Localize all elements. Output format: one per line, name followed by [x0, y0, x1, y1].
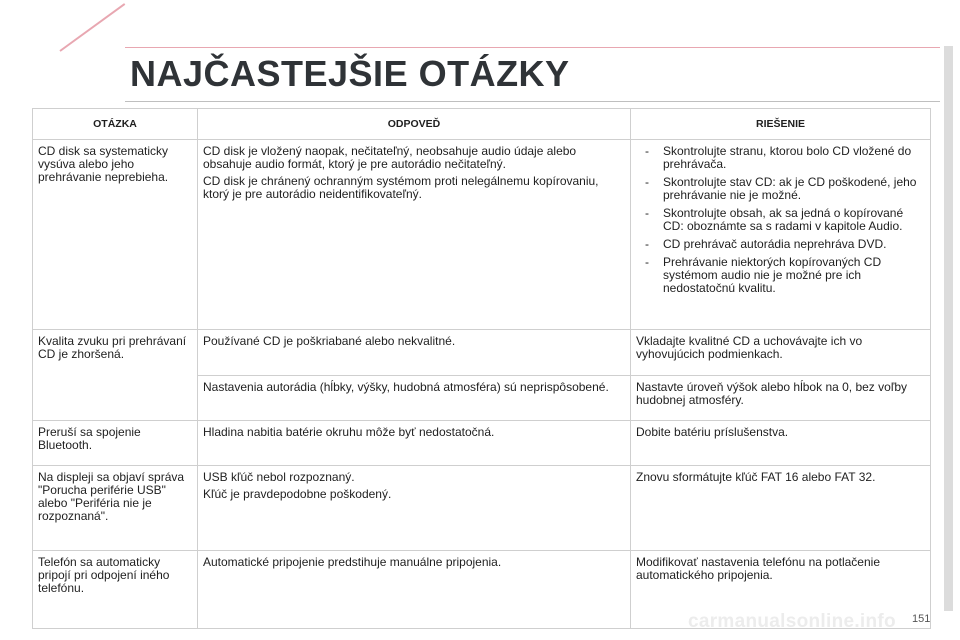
question-cell: [33, 466, 198, 551]
answer-cell: [198, 330, 631, 376]
question-cell: [33, 421, 198, 466]
answer-text: USB kľúč nebol rozpoznaný.: [203, 470, 355, 484]
solution-item: - Prehrávanie niektorých kopírovaných CD systémom audio nie je možné pre ich nedostatočnú kvalitu.: [636, 256, 925, 295]
solution-cell: [631, 140, 931, 330]
answer-text: Hladina nabitia batérie okruhu môže byť nedostatočná.: [203, 425, 495, 439]
table-row: [33, 330, 931, 376]
table-row: [33, 421, 931, 466]
answer-text: CD disk je chránený ochranným systémom proti nelegálnemu kopírovaniu, ktorý je pre autorádio neidentifikovateľný.: [203, 174, 599, 201]
solution-cell: [631, 466, 931, 551]
answer-cell: [198, 376, 631, 421]
answer-text: Nastavenia autorádia (hĺbky, výšky, hudobná atmosféra) sú neprispôsobené.: [203, 380, 609, 394]
question-text: CD disk sa systematicky vysúva alebo jeho prehrávanie neprebieha.: [38, 144, 169, 184]
solution-cell: [631, 330, 931, 376]
answer-text: Automatické pripojenie predstihuje manuálne pripojenia.: [203, 555, 502, 569]
page-number: 151: [912, 613, 931, 625]
solution-text: Modifikovať nastavenia telefónu na potlačenie automatického pripojenia.: [636, 555, 880, 582]
solution-item: - CD prehrávač autorádia neprehráva DVD.: [636, 238, 925, 251]
solution-cell: [631, 376, 931, 421]
side-tab-bar: [944, 46, 953, 611]
answer-cell: [198, 140, 631, 330]
question-text: Kvalita zvuku pri prehrávaní CD je zhoršená.: [38, 334, 187, 361]
question-text: Preruší sa spojenie Bluetooth.: [38, 425, 141, 452]
answer-cell: [198, 466, 631, 551]
column-header-question: OTÁZKA: [33, 109, 198, 140]
answer-cell: [198, 421, 631, 466]
solution-item: - Skontrolujte stav CD: ak je CD poškodené, jeho prehrávanie nie je možné.: [636, 176, 925, 202]
question-cell: [33, 330, 198, 421]
title-underline: [125, 101, 940, 102]
solution-item: - Skontrolujte obsah, ak sa jedná o kopírované CD: oboznámte sa s radami v kapitole Audio.: [636, 207, 925, 233]
table-row: [33, 466, 931, 551]
answer-text: CD disk je vložený naopak, nečitateľný, neobsahuje audio údaje alebo obsahuje audio formát, ktorý je pre autorádio nečitateľný.: [203, 144, 577, 171]
page-title: NAJČASTEJŠIE OTÁZKY: [130, 53, 570, 94]
solution-text: Vkladajte kvalitné CD a uchovávajte ich vo vyhovujúcich podmienkach.: [636, 334, 863, 361]
solution-list: [636, 145, 925, 295]
header-rule: [125, 47, 940, 48]
solution-text: Dobite batériu príslušenstva.: [636, 425, 789, 439]
question-text: Telefón sa automaticky pripojí pri odpojení iného telefónu.: [38, 555, 170, 595]
watermark-text: carmanualsonline.info: [688, 611, 896, 632]
solution-item: - Skontrolujte stranu, ktorou bolo CD vložené do prehrávača.: [636, 145, 925, 171]
solution-text: Znovu sformátujte kľúč FAT 16 alebo FAT 32.: [636, 470, 876, 484]
answer-text: Kľúč je pravdepodobne poškodený.: [203, 487, 392, 501]
answer-text: Používané CD je poškriabané alebo nekvalitné.: [203, 334, 456, 348]
column-header-answer: ODPOVEĎ: [198, 109, 631, 140]
question-cell: [33, 140, 198, 330]
decorative-corner-line: [59, 3, 125, 52]
table-header-row: [33, 109, 931, 140]
faq-table: [32, 108, 931, 629]
solution-text: Nastavte úroveň výšok alebo hĺbok na 0, bez voľby hudobnej atmosféry.: [636, 380, 907, 407]
question-cell: [33, 551, 198, 629]
answer-cell: [198, 551, 631, 629]
table-row: [33, 140, 931, 330]
solution-cell: [631, 421, 931, 466]
column-header-solution: RIEŠENIE: [631, 109, 931, 140]
question-text: Na displeji sa objaví správa "Porucha periférie USB" alebo "Periféria nie je rozpoznaná".: [38, 470, 185, 523]
